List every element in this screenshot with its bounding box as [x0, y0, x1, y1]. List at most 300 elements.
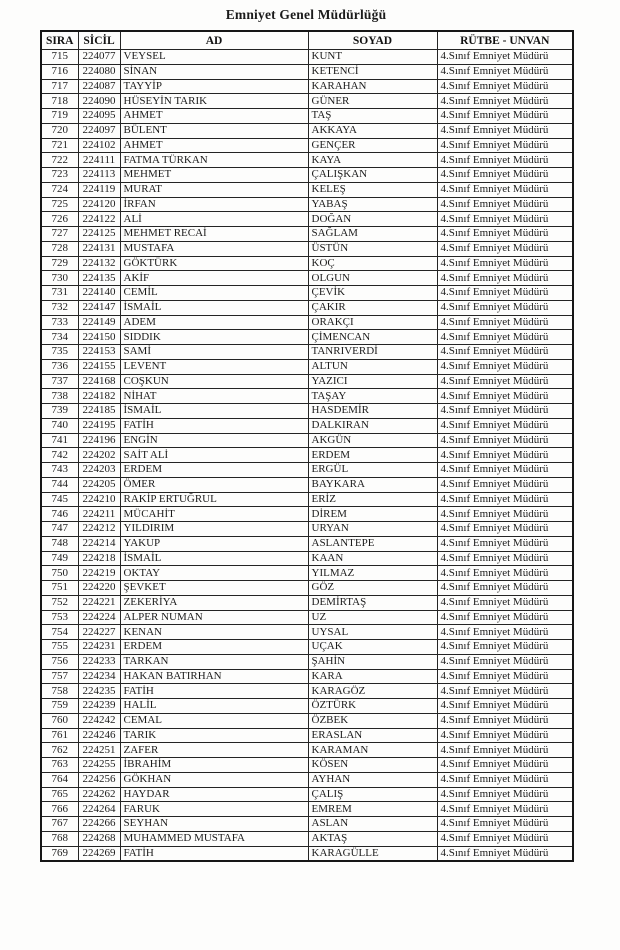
cell-sira: 722	[41, 153, 78, 168]
table-body	[41, 50, 573, 862]
cell-ad: YAKUP	[120, 536, 308, 551]
cell-soyad: YABAŞ	[308, 197, 437, 212]
cell-rutbe: 4.Sınıf Emniyet Müdürü	[437, 286, 573, 301]
cell-soyad: UÇAK	[308, 640, 437, 655]
table-row	[41, 846, 573, 861]
cell-sira: 744	[41, 477, 78, 492]
cell-rutbe: 4.Sınıf Emniyet Müdürü	[437, 743, 573, 758]
cell-sira: 720	[41, 123, 78, 138]
cell-sira: 763	[41, 758, 78, 773]
cell-ad: SIDDIK	[120, 330, 308, 345]
cell-soyad: KAYA	[308, 153, 437, 168]
cell-rutbe: 4.Sınıf Emniyet Müdürü	[437, 566, 573, 581]
cell-soyad: KUNT	[308, 50, 437, 65]
cell-sicil: 224205	[78, 477, 120, 492]
cell-rutbe: 4.Sınıf Emniyet Müdürü	[437, 669, 573, 684]
cell-ad: NİHAT	[120, 389, 308, 404]
cell-soyad: ERDEM	[308, 448, 437, 463]
cell-ad: GÖKTÜRK	[120, 256, 308, 271]
cell-ad: BÜLENT	[120, 123, 308, 138]
cell-soyad: AKTAŞ	[308, 831, 437, 846]
cell-sicil: 224077	[78, 50, 120, 65]
cell-ad: ERDEM	[120, 463, 308, 478]
cell-sicil: 224251	[78, 743, 120, 758]
cell-ad: FARUK	[120, 802, 308, 817]
cell-soyad: YILMAZ	[308, 566, 437, 581]
cell-ad: HAYDAR	[120, 787, 308, 802]
cell-rutbe: 4.Sınıf Emniyet Müdürü	[437, 433, 573, 448]
page-title: Emniyet Genel Müdürlüğü	[225, 7, 387, 22]
cell-sicil: 224264	[78, 802, 120, 817]
cell-sicil: 224239	[78, 699, 120, 714]
cell-sicil: 224255	[78, 758, 120, 773]
table-row	[41, 433, 573, 448]
cell-sicil: 224196	[78, 433, 120, 448]
cell-soyad: DEMİRTAŞ	[308, 595, 437, 610]
cell-ad: MEHMET	[120, 168, 308, 183]
cell-sira: 754	[41, 625, 78, 640]
cell-sicil: 224210	[78, 492, 120, 507]
cell-soyad: ÖZTÜRK	[308, 699, 437, 714]
cell-rutbe: 4.Sınıf Emniyet Müdürü	[437, 404, 573, 419]
cell-sira: 731	[41, 286, 78, 301]
table-row	[41, 359, 573, 374]
cell-rutbe: 4.Sınıf Emniyet Müdürü	[437, 581, 573, 596]
cell-soyad: DOĞAN	[308, 212, 437, 227]
cell-sira: 727	[41, 227, 78, 242]
cell-rutbe: 4.Sınıf Emniyet Müdürü	[437, 448, 573, 463]
cell-ad: FATMA TÜRKAN	[120, 153, 308, 168]
cell-soyad: KARAHAN	[308, 79, 437, 94]
cell-sira: 762	[41, 743, 78, 758]
cell-ad: YILDIRIM	[120, 522, 308, 537]
cell-rutbe: 4.Sınıf Emniyet Müdürü	[437, 168, 573, 183]
cell-ad: İBRAHİM	[120, 758, 308, 773]
cell-sicil: 224111	[78, 153, 120, 168]
personnel-table	[40, 30, 574, 862]
cell-ad: MÜCAHİT	[120, 507, 308, 522]
cell-rutbe: 4.Sınıf Emniyet Müdürü	[437, 654, 573, 669]
cell-soyad: KETENCİ	[308, 64, 437, 79]
cell-rutbe: 4.Sınıf Emniyet Müdürü	[437, 227, 573, 242]
table-row	[41, 802, 573, 817]
cell-ad: TAYYİP	[120, 79, 308, 94]
cell-sicil: 224234	[78, 669, 120, 684]
cell-ad: ALİ	[120, 212, 308, 227]
table-row	[41, 625, 573, 640]
cell-soyad: ERİZ	[308, 492, 437, 507]
cell-rutbe: 4.Sınıf Emniyet Müdürü	[437, 699, 573, 714]
cell-sira: 748	[41, 536, 78, 551]
cell-ad: FATİH	[120, 418, 308, 433]
cell-ad: İRFAN	[120, 197, 308, 212]
cell-soyad: DALKIRAN	[308, 418, 437, 433]
cell-sira: 736	[41, 359, 78, 374]
cell-rutbe: 4.Sınıf Emniyet Müdürü	[437, 772, 573, 787]
cell-soyad: KELEŞ	[308, 182, 437, 197]
cell-soyad: EMREM	[308, 802, 437, 817]
cell-sicil: 224219	[78, 566, 120, 581]
cell-sicil: 224119	[78, 182, 120, 197]
cell-sira: 734	[41, 330, 78, 345]
cell-rutbe: 4.Sınıf Emniyet Müdürü	[437, 94, 573, 109]
cell-sira: 759	[41, 699, 78, 714]
cell-sicil: 224087	[78, 79, 120, 94]
table-row	[41, 50, 573, 65]
cell-rutbe: 4.Sınıf Emniyet Müdürü	[437, 138, 573, 153]
cell-sicil: 224135	[78, 271, 120, 286]
header-soyad: SOYAD	[308, 31, 437, 50]
cell-rutbe: 4.Sınıf Emniyet Müdürü	[437, 109, 573, 124]
table-row	[41, 477, 573, 492]
table-row	[41, 492, 573, 507]
cell-rutbe: 4.Sınıf Emniyet Müdürü	[437, 536, 573, 551]
table-row	[41, 94, 573, 109]
table-row	[41, 153, 573, 168]
cell-sicil: 224122	[78, 212, 120, 227]
cell-sicil: 224246	[78, 728, 120, 743]
cell-soyad: KÖSEN	[308, 758, 437, 773]
cell-rutbe: 4.Sınıf Emniyet Müdürü	[437, 831, 573, 846]
table-row	[41, 758, 573, 773]
table-row	[41, 123, 573, 138]
table-header	[41, 31, 573, 50]
cell-sira: 761	[41, 728, 78, 743]
cell-sira: 718	[41, 94, 78, 109]
cell-sira: 717	[41, 79, 78, 94]
cell-ad: HALİL	[120, 699, 308, 714]
cell-rutbe: 4.Sınıf Emniyet Müdürü	[437, 713, 573, 728]
cell-sicil: 224214	[78, 536, 120, 551]
table-row	[41, 831, 573, 846]
cell-ad: İSMAİL	[120, 551, 308, 566]
cell-sira: 730	[41, 271, 78, 286]
cell-sicil: 224218	[78, 551, 120, 566]
cell-soyad: ÜSTÜN	[308, 241, 437, 256]
cell-sira: 768	[41, 831, 78, 846]
cell-soyad: ŞAHİN	[308, 654, 437, 669]
cell-sira: 725	[41, 197, 78, 212]
table-row	[41, 330, 573, 345]
cell-sira: 721	[41, 138, 78, 153]
cell-soyad: ÇAKIR	[308, 300, 437, 315]
cell-soyad: OLGUN	[308, 271, 437, 286]
cell-rutbe: 4.Sınıf Emniyet Müdürü	[437, 625, 573, 640]
table-row	[41, 64, 573, 79]
cell-rutbe: 4.Sınıf Emniyet Müdürü	[437, 728, 573, 743]
cell-sira: 715	[41, 50, 78, 65]
cell-soyad: TAŞAY	[308, 389, 437, 404]
cell-ad: MUHAMMED MUSTAFA	[120, 831, 308, 846]
table-row	[41, 640, 573, 655]
cell-sicil: 224211	[78, 507, 120, 522]
cell-sicil: 224242	[78, 713, 120, 728]
cell-sicil: 224185	[78, 404, 120, 419]
cell-soyad: ÇİMENCAN	[308, 330, 437, 345]
table-row	[41, 772, 573, 787]
cell-rutbe: 4.Sınıf Emniyet Müdürü	[437, 256, 573, 271]
cell-sicil: 224233	[78, 654, 120, 669]
table-row	[41, 109, 573, 124]
cell-rutbe: 4.Sınıf Emniyet Müdürü	[437, 595, 573, 610]
cell-sira: 737	[41, 374, 78, 389]
cell-sicil: 224269	[78, 846, 120, 861]
cell-rutbe: 4.Sınıf Emniyet Müdürü	[437, 684, 573, 699]
cell-rutbe: 4.Sınıf Emniyet Müdürü	[437, 197, 573, 212]
cell-rutbe: 4.Sınıf Emniyet Müdürü	[437, 817, 573, 832]
cell-ad: ERDEM	[120, 640, 308, 655]
table-row	[41, 168, 573, 183]
cell-rutbe: 4.Sınıf Emniyet Müdürü	[437, 50, 573, 65]
cell-sira: 765	[41, 787, 78, 802]
cell-soyad: BAYKARA	[308, 477, 437, 492]
cell-sicil: 224262	[78, 787, 120, 802]
cell-rutbe: 4.Sınıf Emniyet Müdürü	[437, 212, 573, 227]
cell-sicil: 224221	[78, 595, 120, 610]
table-row	[41, 79, 573, 94]
table-row	[41, 227, 573, 242]
cell-soyad: KARAGÜLLE	[308, 846, 437, 861]
table-row	[41, 241, 573, 256]
cell-sira: 757	[41, 669, 78, 684]
cell-sira: 743	[41, 463, 78, 478]
table-row	[41, 448, 573, 463]
cell-rutbe: 4.Sınıf Emniyet Müdürü	[437, 802, 573, 817]
cell-soyad: ORAKÇI	[308, 315, 437, 330]
cell-soyad: KARA	[308, 669, 437, 684]
cell-sicil: 224120	[78, 197, 120, 212]
cell-sicil: 224203	[78, 463, 120, 478]
cell-sicil: 224095	[78, 109, 120, 124]
cell-rutbe: 4.Sınıf Emniyet Müdürü	[437, 507, 573, 522]
cell-sira: 751	[41, 581, 78, 596]
cell-ad: ADEM	[120, 315, 308, 330]
table-row	[41, 212, 573, 227]
cell-ad: KENAN	[120, 625, 308, 640]
cell-rutbe: 4.Sınıf Emniyet Müdürü	[437, 271, 573, 286]
cell-ad: MUSTAFA	[120, 241, 308, 256]
cell-ad: GÖKHAN	[120, 772, 308, 787]
cell-rutbe: 4.Sınıf Emniyet Müdürü	[437, 758, 573, 773]
cell-sicil: 224132	[78, 256, 120, 271]
cell-ad: AHMET	[120, 138, 308, 153]
cell-sicil: 224140	[78, 286, 120, 301]
cell-sira: 735	[41, 345, 78, 360]
table-row	[41, 551, 573, 566]
cell-sira: 755	[41, 640, 78, 655]
table-row	[41, 713, 573, 728]
cell-soyad: KOÇ	[308, 256, 437, 271]
cell-sira: 746	[41, 507, 78, 522]
table-row	[41, 669, 573, 684]
cell-ad: COŞKUN	[120, 374, 308, 389]
cell-sicil: 224147	[78, 300, 120, 315]
header-rutbe: RÜTBE - UNVAN	[437, 31, 573, 50]
cell-sicil: 224212	[78, 522, 120, 537]
cell-ad: ŞEVKET	[120, 581, 308, 596]
cell-soyad: TAŞ	[308, 109, 437, 124]
cell-soyad: ÇALIŞ	[308, 787, 437, 802]
cell-sicil: 224102	[78, 138, 120, 153]
cell-rutbe: 4.Sınıf Emniyet Müdürü	[437, 522, 573, 537]
cell-rutbe: 4.Sınıf Emniyet Müdürü	[437, 477, 573, 492]
cell-sira: 749	[41, 551, 78, 566]
cell-sira: 729	[41, 256, 78, 271]
cell-sira: 769	[41, 846, 78, 861]
cell-rutbe: 4.Sınıf Emniyet Müdürü	[437, 153, 573, 168]
cell-soyad: AYHAN	[308, 772, 437, 787]
cell-sira: 745	[41, 492, 78, 507]
cell-ad: MEHMET RECAİ	[120, 227, 308, 242]
table-row	[41, 463, 573, 478]
cell-ad: ENGİN	[120, 433, 308, 448]
cell-sira: 767	[41, 817, 78, 832]
cell-ad: SAİT ALİ	[120, 448, 308, 463]
cell-rutbe: 4.Sınıf Emniyet Müdürü	[437, 123, 573, 138]
cell-ad: İSMAİL	[120, 300, 308, 315]
cell-sicil: 224080	[78, 64, 120, 79]
cell-rutbe: 4.Sınıf Emniyet Müdürü	[437, 330, 573, 345]
cell-soyad: AKGÜN	[308, 433, 437, 448]
cell-ad: İSMAİL	[120, 404, 308, 419]
table-row	[41, 536, 573, 551]
cell-sicil: 224125	[78, 227, 120, 242]
cell-sira: 766	[41, 802, 78, 817]
cell-soyad: TANRIVERDİ	[308, 345, 437, 360]
cell-sicil: 224231	[78, 640, 120, 655]
cell-ad: ZEKERİYA	[120, 595, 308, 610]
table-row	[41, 345, 573, 360]
cell-ad: FATİH	[120, 846, 308, 861]
cell-sicil: 224150	[78, 330, 120, 345]
table-row	[41, 566, 573, 581]
cell-ad: RAKİP ERTUĞRUL	[120, 492, 308, 507]
cell-soyad: ASLANTEPE	[308, 536, 437, 551]
cell-soyad: UZ	[308, 610, 437, 625]
cell-rutbe: 4.Sınıf Emniyet Müdürü	[437, 640, 573, 655]
header-sicil: SİCİL	[78, 31, 120, 50]
header-row	[41, 31, 573, 50]
table-row	[41, 418, 573, 433]
cell-soyad: HASDEMİR	[308, 404, 437, 419]
cell-sicil: 224235	[78, 684, 120, 699]
cell-ad: SEYHAN	[120, 817, 308, 832]
cell-ad: CEMAL	[120, 713, 308, 728]
cell-soyad: GÖZ	[308, 581, 437, 596]
cell-soyad: ASLAN	[308, 817, 437, 832]
cell-sicil: 224131	[78, 241, 120, 256]
cell-soyad: ÇEVİK	[308, 286, 437, 301]
cell-rutbe: 4.Sınıf Emniyet Müdürü	[437, 359, 573, 374]
table-row	[41, 182, 573, 197]
cell-sira: 750	[41, 566, 78, 581]
cell-rutbe: 4.Sınıf Emniyet Müdürü	[437, 182, 573, 197]
table-row	[41, 256, 573, 271]
cell-ad: LEVENT	[120, 359, 308, 374]
cell-ad: SAMİ	[120, 345, 308, 360]
table-row	[41, 522, 573, 537]
cell-rutbe: 4.Sınıf Emniyet Müdürü	[437, 300, 573, 315]
cell-ad: HAKAN BATIRHAN	[120, 669, 308, 684]
cell-sicil: 224220	[78, 581, 120, 596]
header-ad: AD	[120, 31, 308, 50]
table-row	[41, 404, 573, 419]
cell-sicil: 224155	[78, 359, 120, 374]
cell-sicil: 224153	[78, 345, 120, 360]
cell-sicil: 224202	[78, 448, 120, 463]
table-row	[41, 389, 573, 404]
cell-ad: VEYSEL	[120, 50, 308, 65]
cell-soyad: YAZICI	[308, 374, 437, 389]
cell-ad: CEMİL	[120, 286, 308, 301]
table-row	[41, 610, 573, 625]
cell-ad: TARKAN	[120, 654, 308, 669]
table-row	[41, 817, 573, 832]
table-row	[41, 581, 573, 596]
cell-sira: 747	[41, 522, 78, 537]
table-row	[41, 507, 573, 522]
cell-rutbe: 4.Sınıf Emniyet Müdürü	[437, 492, 573, 507]
cell-soyad: GENÇER	[308, 138, 437, 153]
cell-rutbe: 4.Sınıf Emniyet Müdürü	[437, 463, 573, 478]
cell-sira: 760	[41, 713, 78, 728]
cell-sicil: 224113	[78, 168, 120, 183]
cell-soyad: DİREM	[308, 507, 437, 522]
cell-ad: ALPER NUMAN	[120, 610, 308, 625]
cell-sira: 756	[41, 654, 78, 669]
cell-sicil: 224227	[78, 625, 120, 640]
cell-ad: HÜSEYİN TARIK	[120, 94, 308, 109]
cell-sicil: 224224	[78, 610, 120, 625]
cell-sira: 716	[41, 64, 78, 79]
cell-soyad: SAĞLAM	[308, 227, 437, 242]
cell-ad: ÖMER	[120, 477, 308, 492]
cell-rutbe: 4.Sınıf Emniyet Müdürü	[437, 374, 573, 389]
cell-rutbe: 4.Sınıf Emniyet Müdürü	[437, 241, 573, 256]
cell-rutbe: 4.Sınıf Emniyet Müdürü	[437, 64, 573, 79]
header-sira: SIRA	[41, 31, 78, 50]
table-row	[41, 271, 573, 286]
table-row	[41, 684, 573, 699]
cell-sira: 724	[41, 182, 78, 197]
cell-ad: OKTAY	[120, 566, 308, 581]
cell-sira: 728	[41, 241, 78, 256]
cell-ad: ZAFER	[120, 743, 308, 758]
cell-ad: TARIK	[120, 728, 308, 743]
cell-soyad: URYAN	[308, 522, 437, 537]
cell-sira: 726	[41, 212, 78, 227]
cell-sicil: 224182	[78, 389, 120, 404]
cell-rutbe: 4.Sınıf Emniyet Müdürü	[437, 787, 573, 802]
cell-sira: 738	[41, 389, 78, 404]
cell-ad: AHMET	[120, 109, 308, 124]
cell-sira: 753	[41, 610, 78, 625]
cell-sicil: 224168	[78, 374, 120, 389]
cell-ad: AKİF	[120, 271, 308, 286]
cell-rutbe: 4.Sınıf Emniyet Müdürü	[437, 389, 573, 404]
table-row	[41, 699, 573, 714]
table-row	[41, 286, 573, 301]
table-row	[41, 374, 573, 389]
cell-soyad: KAAN	[308, 551, 437, 566]
cell-sicil: 224266	[78, 817, 120, 832]
cell-sira: 723	[41, 168, 78, 183]
cell-ad: FATİH	[120, 684, 308, 699]
table-row	[41, 728, 573, 743]
cell-rutbe: 4.Sınıf Emniyet Müdürü	[437, 551, 573, 566]
cell-rutbe: 4.Sınıf Emniyet Müdürü	[437, 345, 573, 360]
cell-soyad: AKKAYA	[308, 123, 437, 138]
